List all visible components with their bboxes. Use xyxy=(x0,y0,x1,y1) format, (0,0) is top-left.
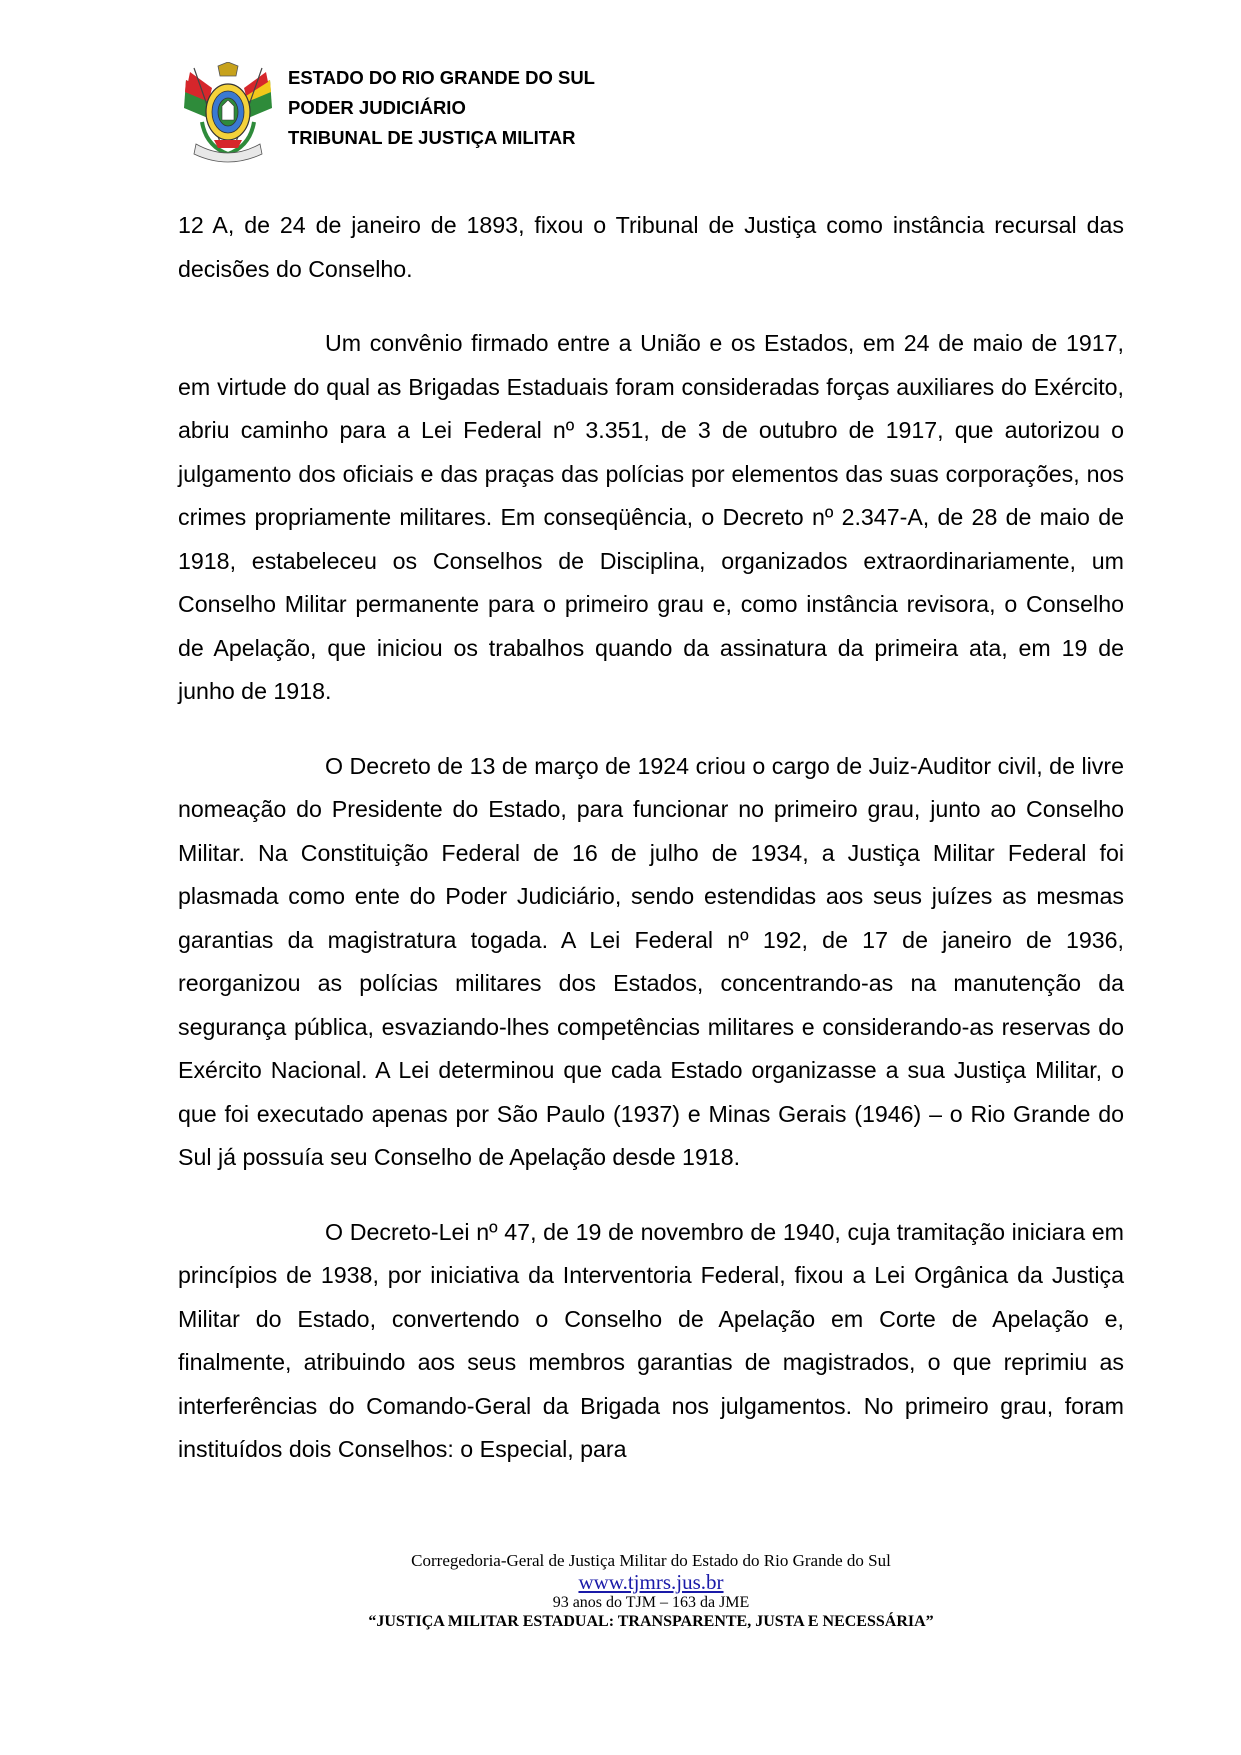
letterhead xyxy=(180,62,1080,172)
footer-anniversary: 93 anos do TJM – 163 da JME xyxy=(552,1594,750,1611)
paragraph: 12 A, de 24 de janeiro de 1893, fixou o Tribunal de Justiça como instância recursal das decisões do Conselho. xyxy=(178,212,1124,282)
document-body xyxy=(178,204,1124,1503)
rio-grande-do-sul-coat-of-arms-icon xyxy=(180,62,276,172)
state-name: ESTADO DO RIO GRANDE DO SUL xyxy=(288,67,595,88)
branch-name: PODER JUDICIÁRIO xyxy=(288,97,466,118)
paragraph: O Decreto-Lei nº 47, de 19 de novembro de 1940, cuja tramitação iniciara em princípios de 1938, por iniciativa da Interventoria Federal, fixou a Lei Orgânica da Justiça Militar do Estado, convertendo o Conselho de Apelação em Corte de Apelação e, finalmente, atribuindo aos seus membros garantias de magistrados, o que reprimiu as interferências do Comando-Geral da Brigada nos julgamentos. No primeiro grau, foram instituídos dois Conselhos: o Especial, para xyxy=(178,1218,1124,1462)
letterhead-text xyxy=(288,66,595,156)
footer-motto: “JUSTIÇA MILITAR ESTADUAL: TRANSPARENTE, JUSTA E NECESSÁRIA” xyxy=(368,1613,934,1630)
footer-website-link[interactable]: www.tjmrs.jus.br xyxy=(578,1570,724,1594)
footer-office: Corregedoria-Geral de Justiça Militar do Estado do Rio Grande do Sul xyxy=(411,1551,891,1570)
paragraph: Um convênio firmado entre a União e os Estados, em 24 de maio de 1917, em virtude do qual as Brigadas Estaduais foram consideradas forças auxiliares do Exército, abriu caminho para a Lei Federal nº 3.351, de 3 de outubro de 1917, que autorizou o julgamento dos oficiais e das praças das polícias por elementos das suas corporações, nos crimes propriamente militares. Em conseqüência, o Decreto nº 2.347-A, de 28 de maio de 1918, estabeleceu os Conselhos de Disciplina, organizados extraordinariamente, um Conselho Militar permanente para o primeiro grau e, como instância revisora, o Conselho de Apelação, que iniciou os trabalhos quando da assinatura da primeira ata, em 19 de junho de 1918. xyxy=(178,330,1124,704)
paragraph: O Decreto de 13 de março de 1924 criou o cargo de Juiz-Auditor civil, de livre nomeação do Presidente do Estado, para funcionar no primeiro grau, junto ao Conselho Militar. Na Constituição Federal de 16 de julho de 1934, a Justiça Militar Federal foi plasmada como ente do Poder Judiciário, sendo estendidas aos seus juízes as mesmas garantias da magistratura togada. A Lei Federal nº 192, de 17 de janeiro de 1936, reorganizou as polícias militares dos Estados, concentrando-as na manutenção da segurança pública, esvaziando-lhes competências militares e considerando-as reservas do Exército Nacional. A Lei determinou que cada Estado organizasse a sua Justiça Militar, o que foi executado apenas por São Paulo (1937) e Minas Gerais (1946) – o Rio Grande do Sul já possuía seu Conselho de Apelação desde 1918. xyxy=(178,752,1124,1170)
court-name: TRIBUNAL DE JUSTIÇA MILITAR xyxy=(288,127,576,148)
page-footer xyxy=(178,1550,1124,1631)
